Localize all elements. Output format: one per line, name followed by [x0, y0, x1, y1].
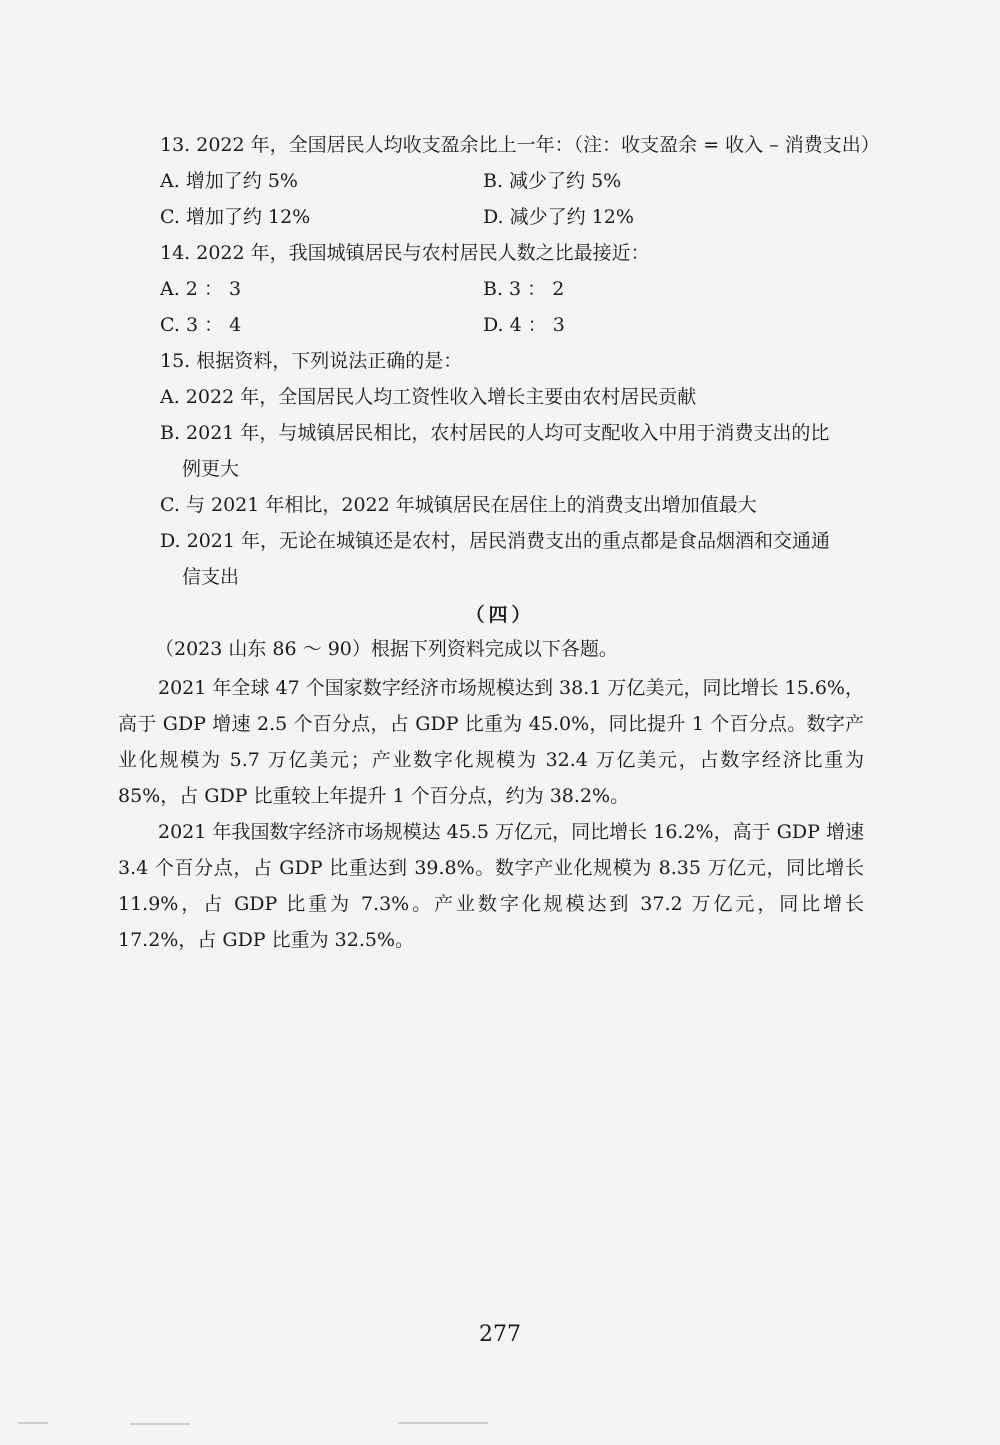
question-14-option-d: D. 4 ： 3	[483, 314, 565, 336]
scan-artifact	[398, 1422, 488, 1424]
section-title: （四）	[465, 604, 535, 626]
question-13-option-d: D. 减少了约 12%	[483, 206, 634, 228]
question-15-option-c: C. 与 2021 年相比，2022 年城镇居民在居住上的消费支出增加值最大	[160, 494, 757, 516]
question-15-option-d-line2: 信支出	[182, 566, 240, 588]
page-number: 277	[479, 1322, 521, 1347]
section-source: （2023 山东 86 ～ 90）根据下列资料完成以下各题。	[155, 638, 618, 660]
material-paragraph-1: 2021 年全球 47 个国家数字经济市场规模达到 38.1 万亿美元，同比增长 15.6%，高于 GDP 增速 2.5 个百分点，占 GDP 比重为 45.0%，同比提升 1 个百分点。数字产业化规模为 5.7 万亿美元；产业数字化规模为 32.4 万亿美元，占数字经济比重为 85%，占 GDP 比重较上年提升 1 个百分点，约为 38.2%。	[118, 677, 864, 807]
question-13-option-c: C. 增加了约 12%	[160, 206, 311, 228]
question-14-option-a: A. 2 ： 3	[160, 278, 242, 300]
question-15-stem: 15. 根据资料，下列说法正确的是：	[160, 350, 463, 372]
question-15-option-b-line1: B. 2021 年，与城镇居民相比，农村居民的人均可支配收入中用于消费支出的比	[160, 422, 830, 444]
question-13-option-a: A. 增加了约 5%	[160, 170, 298, 192]
question-15-option-b-line2: 例更大	[182, 458, 240, 480]
question-15-option-a: A. 2022 年，全国居民人均工资性收入增长主要由农村居民贡献	[160, 386, 697, 408]
question-14-option-b: B. 3 ： 2	[483, 278, 565, 300]
question-15-option-d-line1: D. 2021 年，无论在城镇还是农村，居民消费支出的重点都是食品烟酒和交通通	[160, 530, 831, 552]
material-paragraph-2: 2021 年我国数字经济市场规模达 45.5 万亿元，同比增长 16.2%，高于 GDP 增速 3.4 个百分点，占 GDP 比重达到 39.8%。数字产业化规模为 8.35 万亿元，同比增长 11.9%，占 GDP 比重为 7.3%。产业数字化规模达到 37.2 万亿元，同比增长 17.2%，占 GDP 比重为 32.5%。	[118, 821, 864, 951]
scan-artifact	[18, 1422, 48, 1424]
scan-artifact	[130, 1423, 190, 1425]
question-13-option-b: B. 减少了约 5%	[483, 170, 622, 192]
question-14-option-c: C. 3 ： 4	[160, 314, 242, 336]
question-14-stem: 14. 2022 年，我国城镇居民与农村居民人数之比最接近：	[160, 242, 650, 264]
question-13-stem: 13. 2022 年，全国居民人均收支盈余比上一年：（注：收支盈余 = 收入 – 消费支出）	[160, 134, 880, 156]
